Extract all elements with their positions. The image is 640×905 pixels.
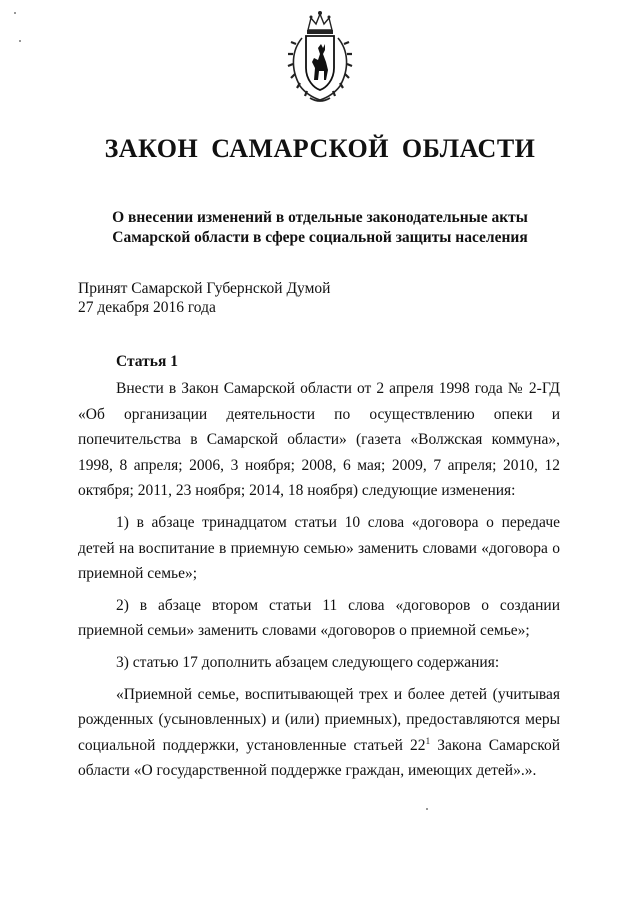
law-subtitle-line1: О внесении изменений в отдельные законодательные акты [112,209,528,226]
law-subtitle [0,208,640,248]
quote-superscript: 1 [425,735,431,746]
adoption-body: Принят Самарской Губернской Думой [78,280,331,297]
article-heading: Статья 1 [116,353,178,370]
amendment-item-2: 2) в абзаце втором статьи 11 слова «договоров о создании приемной семьи» заменить словами «договоров о приемной семье»; [78,596,560,640]
scan-speck [19,40,21,42]
quote-text-after: Закона Самарской области «О государственной поддержке граждан, имеющих детей».». [78,736,560,780]
adoption-date: 27 декабря 2016 года [78,299,216,316]
amendment-item-1: 1) в абзаце тринадцатом статьи 10 слова «договора о передаче детей на воспитание в приемную семью» заменить словами «договора о приемной семье»; [78,513,560,583]
article-body [78,376,560,784]
adoption-note [78,279,330,317]
scan-speck [14,12,16,14]
amendment-item-3: 3) статью 17 дополнить абзацем следующего содержания: [116,653,500,671]
law-subtitle-line2: Самарской области в сфере социальной защиты населения [112,229,528,246]
quoted-new-paragraph [78,682,560,784]
samara-coat-of-arms-icon [284,8,356,104]
article-intro-paragraph: Внести в Закон Самарской области от 2 апреля 1998 года № 2-ГД «Об организации деятельности по осуществлению опеки и попечительства в Самарской области» (газета «Волжская коммуна», 1998, 8 апреля; 2006, 3 ноября; 2008, 6 мая; 2009, 7 апреля; 2010, 12 октября; 2011, 23 ноября; 2014, 18 ноября) следующие изменения: [78,380,560,500]
quote-text-before: «Приемной семье, воспитывающей трех и более детей (учитывая рожденных (усыновленных) и (или) приемных), предоставляются меры социальной поддержки, установленные статьей 22 [78,685,560,754]
scan-speck [426,808,428,810]
law-title: ЗАКОН САМАРСКОЙ ОБЛАСТИ [104,134,536,163]
